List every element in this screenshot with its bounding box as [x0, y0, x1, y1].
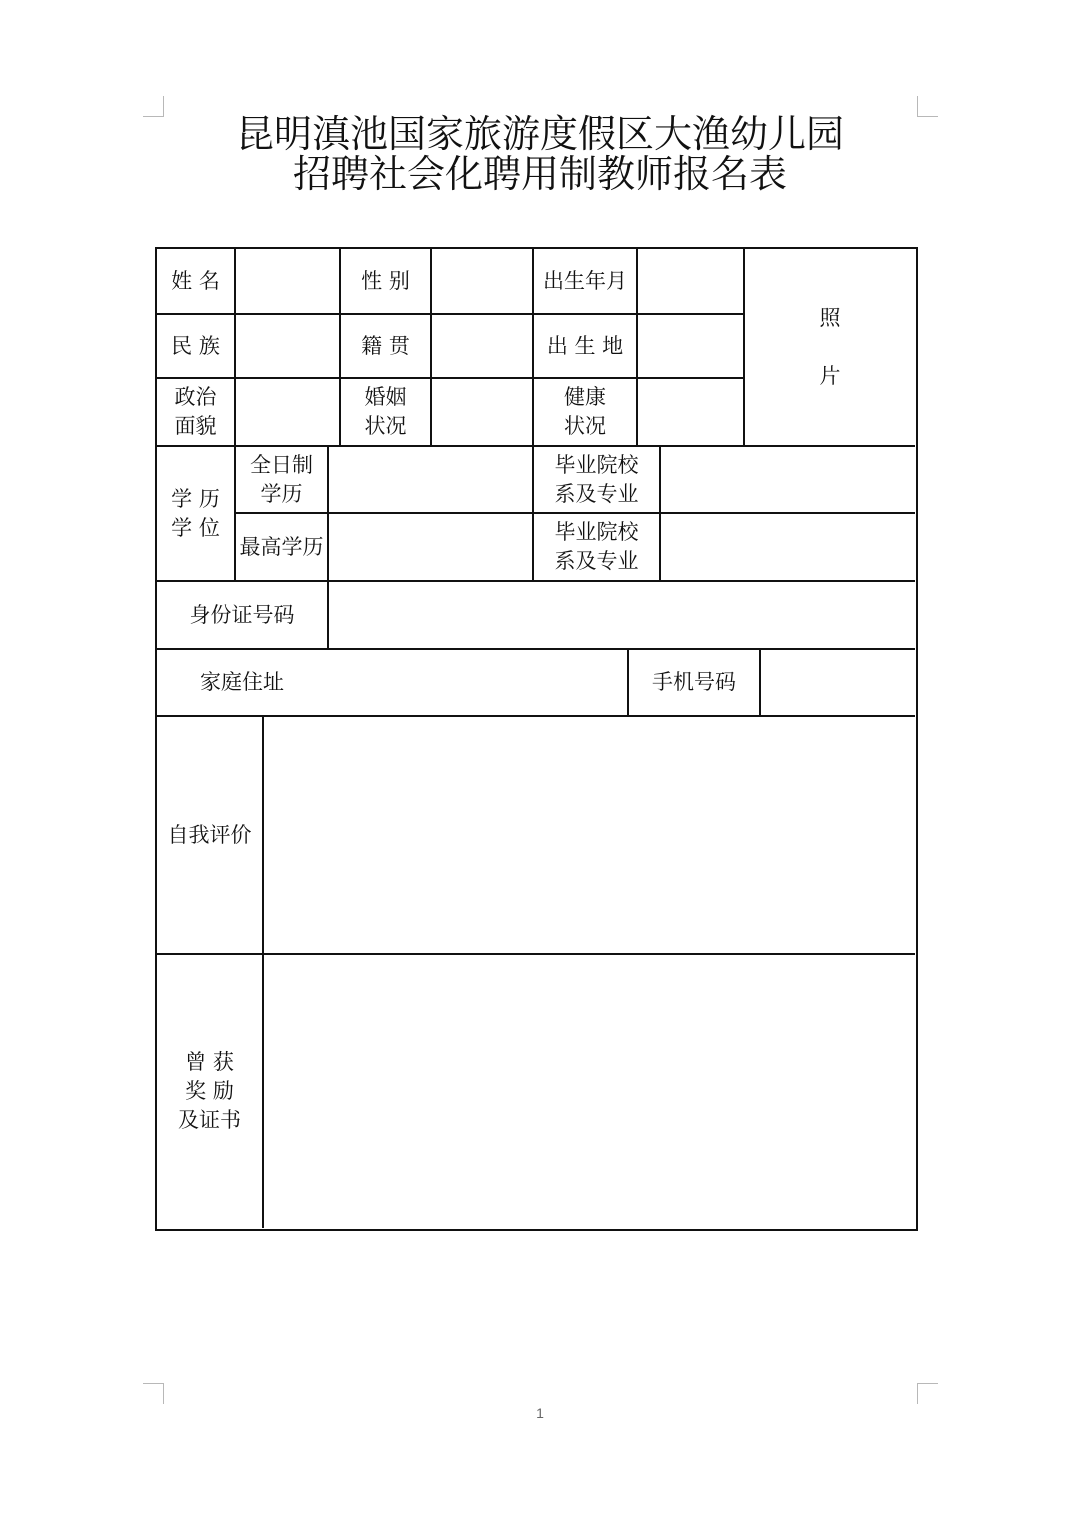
health-status-label: 健康 状况: [564, 385, 606, 438]
marital-status-field[interactable]: [432, 379, 532, 445]
photo-area[interactable]: 照 片: [819, 305, 841, 388]
ethnicity-label: 民 族: [171, 333, 220, 358]
gender-field[interactable]: [432, 249, 532, 313]
highest-education-field[interactable]: [329, 514, 532, 580]
school-major-label-2: 毕业院校 系及专业: [554, 520, 639, 573]
native-place-field[interactable]: [432, 315, 532, 377]
gender-label: 性 别: [361, 268, 410, 293]
phone-number-field[interactable]: [761, 650, 915, 715]
name-field[interactable]: [236, 249, 339, 313]
birth-date-field[interactable]: [638, 249, 743, 313]
self-evaluation-field[interactable]: [264, 717, 915, 953]
crop-mark-bottom-right: [917, 1383, 938, 1404]
health-status-field[interactable]: [638, 379, 743, 445]
birthplace-field[interactable]: [638, 315, 743, 377]
id-number-label: 身份证号码: [189, 602, 295, 627]
awards-certificates-label: 曾 获 奖 励 及证书: [178, 1050, 241, 1132]
school-major-label-1: 毕业院校 系及专业: [554, 452, 639, 506]
crop-mark-bottom-left: [143, 1383, 164, 1404]
political-status-field[interactable]: [236, 379, 339, 445]
self-evaluation-label: 自我评价: [167, 822, 252, 847]
native-place-label: 籍 贯: [361, 333, 410, 358]
school-major-field-2[interactable]: [661, 514, 915, 580]
id-number-field[interactable]: [329, 582, 915, 648]
fulltime-education-field[interactable]: [329, 447, 532, 512]
ethnicity-field[interactable]: [236, 315, 339, 377]
education-degree-label: 学 历 学 位: [171, 486, 220, 540]
home-address-field[interactable]: [329, 650, 627, 715]
document-title-line-1: 昆明滇池国家旅游度假区大渔幼儿园: [235, 112, 844, 156]
document-title-line-2: 招聘社会化聘用制教师报名表: [292, 152, 787, 196]
registration-form-table: [155, 247, 918, 1231]
fulltime-education-label: 全日制 学历: [250, 452, 313, 506]
birthplace-label: 出 生 地: [546, 333, 624, 358]
page-number: 1: [536, 1405, 544, 1421]
home-address-label: 家庭住址: [200, 670, 284, 694]
birth-date-label: 出生年月: [543, 268, 627, 293]
phone-number-label: 手机号码: [652, 670, 736, 694]
name-label: 姓 名: [171, 268, 220, 293]
marital-status-label: 婚姻 状况: [364, 385, 407, 438]
highest-education-label: 最高学历: [239, 534, 324, 559]
school-major-field-1[interactable]: [661, 447, 915, 512]
political-status-label: 政治 面貌: [174, 385, 217, 438]
awards-certificates-field[interactable]: [264, 955, 915, 1228]
